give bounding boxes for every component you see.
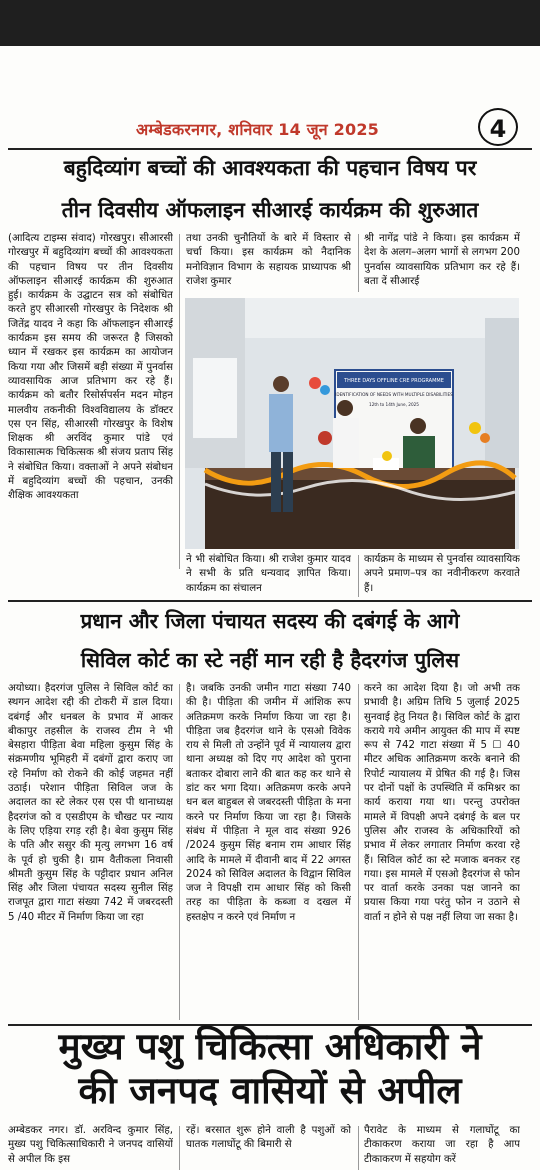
article2-col2: है। जबकि उनकी जमीन गाटा संख्या 740 की है। पीड़िता की जमीन में आंशिक रूप अतिक्रमण करके निर्माण किया जा रहा है। पीड़िता जब हैदरगंज थाने के एसओ विवेक राय से मिली तो उन्होंने पूर्व में न्यायालय द्वारा थाना अध्यक्ष को दिए गए आदेश को पुराना बताकर दोबारा लाने की बात कह कर थाने से डांट कर भगा दिया। अतिक्रमण करके अपने धन बल बाहुबल से जबरदस्ती पीड़िता के मना करने पर निर्माण किया जा रहा है। जिसके संबंध में पीड़िता ने मूल वाद संख्या 926 /2024 कुसुम सिंह बनाम राम आधार सिंह आदि के मामले में दीवानी बाद में 22 अगस्त 2024 को सिविल अदालत के विद्वान सिविल जज ने विपक्षी राम आधार सिंह को किसी तरह का पीड़िता के कब्जा व दखल में हस्तक्षेप न करने एवं निर्माण न — [186, 683, 351, 923]
article3-col2: रहें। बरसात शुरू होने वाली है पशुओं को घातक गलाघोंटू की बिमारी से — [186, 1125, 351, 1151]
rule-article2 — [8, 600, 532, 602]
banner-subtitle: IDENTIFICATION OF NEEDS WITH MULTIPLE DISABILITIES — [335, 392, 453, 397]
article3-col3: पैरावेट के माध्यम से गलाघोंटू का टीकाकरण कराया जा रहा है आप टीकाकरण में सहयोग करें — [364, 1125, 520, 1165]
dateline: अम्बेडकरनगर, शनिवार 14 जून 2025 — [136, 120, 379, 139]
article1-headline-1: बहुदिव्यांग बच्चों की आवश्यकता की पहचान विषय पर — [63, 156, 477, 180]
page-number-badge: 4 — [478, 108, 518, 146]
top-dark-bar — [0, 0, 540, 46]
rule-top — [8, 148, 532, 150]
column-divider — [358, 1126, 359, 1170]
article2-col3: करने का आदेश दिया है। जो अभी तक प्रभावी है। अग्रिम तिथि 5 जुलाई 2025 सुनवाई हेतु नियत है। सिविल कोर्ट के द्वारा कराये गये अमीन आयुक्त की माप में स्पष्ट रूप से 742 गाटा संख्या में 5 ☐ 40 मीटर अधिक आतिक्रमण करके बनाने की रिपोर्ट न्यायालय में प्रेषित की गई है। जिस पर दोनों पक्षों के उपस्थिति में कमिश्नर का कार्य कराया गया था। परन्तु उपरोक्त मामले में विपक्षी अपने दबंगई के बल पर पुलिस और राजस्व के अधिकारियों को प्रभाव में लेकर लगातार निर्माण करवा रहे हैं। सिविल कोर्ट का स्टे मजाक बनकर रह गया। इस मामले में एसओ हैदरगंज से फोन पर वार्ता करके उनका पक्ष जानने का प्रयास किया गया परंतु फोन न उठाने से वार्ता न होने से पक्ष नहीं लिया जा सका है। — [364, 683, 520, 923]
article1-col2-top: तथा उनकी चुनौतियों के बारे में विस्तार से चर्चा किया। इस कार्यक्रम को नैदानिक मनोविज्ञान विभाग के सहायक प्राध्यापक श्री राजेश कुमार — [186, 233, 351, 287]
column-divider — [179, 684, 180, 1020]
event-photo-illustration — [185, 298, 519, 549]
column-divider — [358, 684, 359, 1020]
event-photo — [185, 298, 519, 549]
banner-title: THREE DAYS OFFLINE CRE PROGRAMME — [344, 378, 444, 384]
article1-col2-bottom: ने भी संबोधित किया। श्री राजेश कुमार यादव ने सभी के प्रति धन्यवाद ज्ञापित किया। कार्यक्रम का संचालन — [186, 554, 351, 594]
banner-date: 12th to 14th June, 2025 — [369, 402, 419, 407]
column-divider — [179, 1126, 180, 1170]
article3-headline-1: मुख्य पशु चिकित्सा अधिकारी ने — [58, 1025, 482, 1068]
column-divider — [179, 234, 180, 569]
article1-col3-bottom: कार्यक्रम के माध्यम से पुनर्वास व्यावसायिक अपने प्रमाण–पत्र का नवीनीकरण करवाते हैं। — [364, 554, 520, 594]
column-divider — [358, 234, 359, 292]
article2-headline-1: प्रधान और जिला पंचायत सदस्य की दबंगई के आगे — [80, 609, 460, 633]
article3-headline-2: की जनपद वासियों से अपील — [78, 1069, 462, 1112]
article1-col1: (आदित्य टाइम्स संवाद) गोरखपुर। सीआरसी गोरखपुर में बहुदिव्यांग बच्चों की आवश्यकता की पहचान विषय पर तीन दिवसीय ऑफलाइन सीआरई कार्यक्रम की शुरुआत हुई। कार्यक्रम के उद्घाटन सत्र को संबोधित करते हुए सीआरसी गोरखपुर के निदेशक श्री जितेंद्र यादव ने कहा कि ऑफलाइन सीआरई कार्यक्रम इस समय की जरूरत है जिसको ध्यान में रखकर इस कार्यक्रम का आयोजन किया गया और जिसमें बड़ी संख्या में पुनर्वास व्यावसायिक आज प्रतिभाग कर रहे हैं। कार्यक्रम को बतौर रिसोर्सपर्सन मदन मोहन मालवीय तकनीकी विश्वविद्यालय के डॉक्टर एस एन सिंह, सीआरसी गोरखपुर के विशेष शिक्षक श्री अरविंद कुमार पांडे एवं विकासात्मक चिकित्सक श्री संजय प्रताप सिंह ने संबोधित किया। वक्ताओं ने अपने संबोधन में बहुदिव्यांग बच्चों की पहचान, उनकी शैक्षिक आवश्यकता — [8, 233, 173, 502]
article1-headline-2: तीन दिवसीय ऑफलाइन सीआरई कार्यक्रम की शुरुआत — [61, 198, 479, 222]
column-divider — [358, 555, 359, 597]
article1-col3-top: श्री नागेंद्र पांडे ने किया। इस कार्यक्रम में देश के अलग–अलग भागों से लगभग 200 पुनर्वास व्यावसायिक प्रतिभाग कर रहे हैं। बता दें सीआरई — [364, 233, 520, 287]
article3-col1: अम्बेडकर नगर। डॉ. अरविन्द कुमार सिंह, मुख्य पशु चिकित्साधिकारी ने जनपद वासियों से अपील कि इस — [8, 1125, 173, 1165]
article2-col1: अयोध्या। हैदरगंज पुलिस ने सिविल कोर्ट का स्थगन आदेश रद्दी की टोकरी में डाल दिया। दबंगई और धनबल के प्रभाव में आकर बीकापुर तहसील के राजस्व टीम ने भी बेसहारा पीड़िता बेवा महिला कुसुम सिंह के संक्रमणीय भूमिहरी में दबंगों द्वारा कराए जा रहे निर्माण को रोकने की कोई जहमत नहीं उठाई। परेशान पीड़िता सिविल जज के अदालत का स्टे लेकर एस एस पी थानाध्यक्ष हैदरगंज को व एसडीएम के चौखट पर न्याय के लिए एड़िया रगड़ रही है। बेवा कुसुम सिंह के पति और ससुर की मृत्यु लगभग 16 वर्ष के पूर्व हो चुकी है। ग्राम वैतीकला निवासी श्रीमती कुसुम सिंह के पट्टीदार प्रधान अनिल सिंह और जिला पंचायत सदस्य सुनील सिंह राजपूत द्वारा गाटा संख्या 742 में जबरदस्ती 5 /40 मीटर में निर्माण किया जा रहा — [8, 683, 173, 923]
article2-headline-2: सिविल कोर्ट का स्टे नहीं मान रही है हैदरगंज पुलिस — [80, 648, 460, 672]
